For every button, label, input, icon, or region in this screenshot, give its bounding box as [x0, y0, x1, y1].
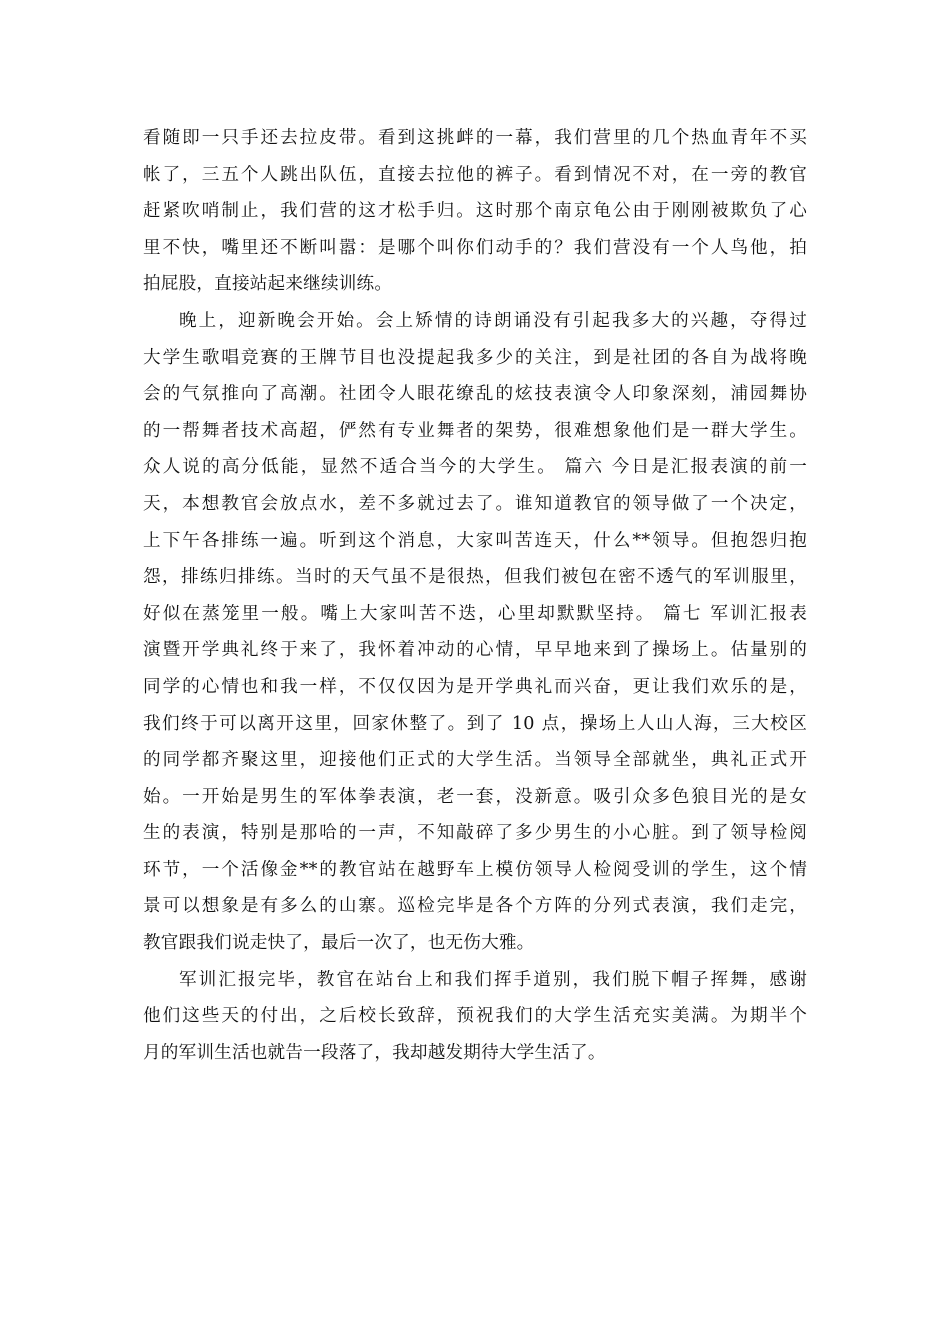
- text-line: 生的表演，特别是那哈的一声，不知敲碎了多少男生的小心脏。到了领导检阅: [143, 823, 807, 844]
- text-line: 大学生歌唱竞赛的王牌节目也没提起我多少的关注，到是社团的各自为战将晚: [143, 347, 807, 368]
- text-line: 同学的心情也和我一样，不仅仅因为是开学典礼而兴奋，更让我们欢乐的是，: [143, 676, 807, 697]
- text-line: 赶紧吹哨制止，我们营的这才松手归。这时那个南京龟公由于刚刚被欺负了心: [143, 201, 807, 222]
- text-line: 拍屁股，直接站起来继续训练。: [143, 274, 393, 295]
- text-line: 的同学都齐聚这里，迎接他们正式的大学生活。当领导全部就坐，典礼正式开: [143, 750, 807, 771]
- text-line: 众人说的高分低能，显然不适合当今的大学生。 篇六 今日是汇报表演的前一: [143, 457, 807, 478]
- paragraph-2: [143, 303, 807, 962]
- text-line: 环节，一个活像金**的教官站在越野车上模仿领导人检阅受训的学生，这个情: [143, 859, 807, 880]
- text-line: 晚上，迎新晚会开始。会上矫情的诗朗诵没有引起我多大的兴趣，夺得过: [179, 310, 807, 331]
- text-line: 天，本想教官会放点水，差不多就过去了。谁知道教官的领导做了一个决定，: [143, 493, 807, 514]
- text-line: 上下午各排练一遍。听到这个消息，大家叫苦连天，什么**领导。但抱怨归抱: [143, 530, 807, 551]
- text-line: 教官跟我们说走快了，最后一次了，也无伤大雅。: [143, 933, 535, 954]
- document-body: [143, 120, 807, 1071]
- text-line: 里不快，嘴里还不断叫嚣：是哪个叫你们动手的？我们营没有一个人鸟他，拍: [143, 237, 807, 258]
- text-line: 会的气氛推向了高潮。社团令人眼花缭乱的炫技表演令人印象深刻，浦园舞协: [143, 384, 807, 405]
- text-line: 的一帮舞者技术高超，俨然有专业舞者的架势，很难想象他们是一群大学生。: [143, 420, 807, 441]
- text-line: 始。一开始是男生的军体拳表演，老一套，没新意。吸引众多色狼目光的是女: [143, 786, 807, 807]
- text-line: 我们终于可以离开这里，回家休整了。到了 10 点，操场上人山人海，三大校区: [143, 713, 807, 734]
- text-line: 他们这些天的付出，之后校长致辞，预祝我们的大学生活充实美满。为期半个: [143, 1006, 807, 1027]
- text-line: 景可以想象是有多么的山寨。巡检完毕是各个方阵的分列式表演，我们走完，: [143, 896, 807, 917]
- text-line: 好似在蒸笼里一般。嘴上大家叫苦不迭，心里却默默坚持。 篇七 军训汇报表: [143, 603, 807, 624]
- paragraph-3: [143, 962, 807, 1072]
- text-line: 怨，排练归排练。当时的天气虽不是很热，但我们被包在密不透气的军训服里，: [143, 567, 807, 588]
- paragraph-1: [143, 120, 807, 303]
- text-line: 军训汇报完毕，教官在站台上和我们挥手道别，我们脱下帽子挥舞，感谢: [179, 969, 807, 990]
- text-line: 月的军训生活也就告一段落了，我却越发期待大学生活了。: [143, 1042, 606, 1063]
- text-line: 帐了，三五个人跳出队伍，直接去拉他的裤子。看到情况不对，在一旁的教官: [143, 164, 807, 185]
- text-line: 看随即一只手还去拉皮带。看到这挑衅的一幕，我们营里的几个热血青年不买: [143, 128, 807, 148]
- text-line: 演暨开学典礼终于来了，我怀着冲动的心情，早早地来到了操场上。估量别的: [143, 640, 807, 661]
